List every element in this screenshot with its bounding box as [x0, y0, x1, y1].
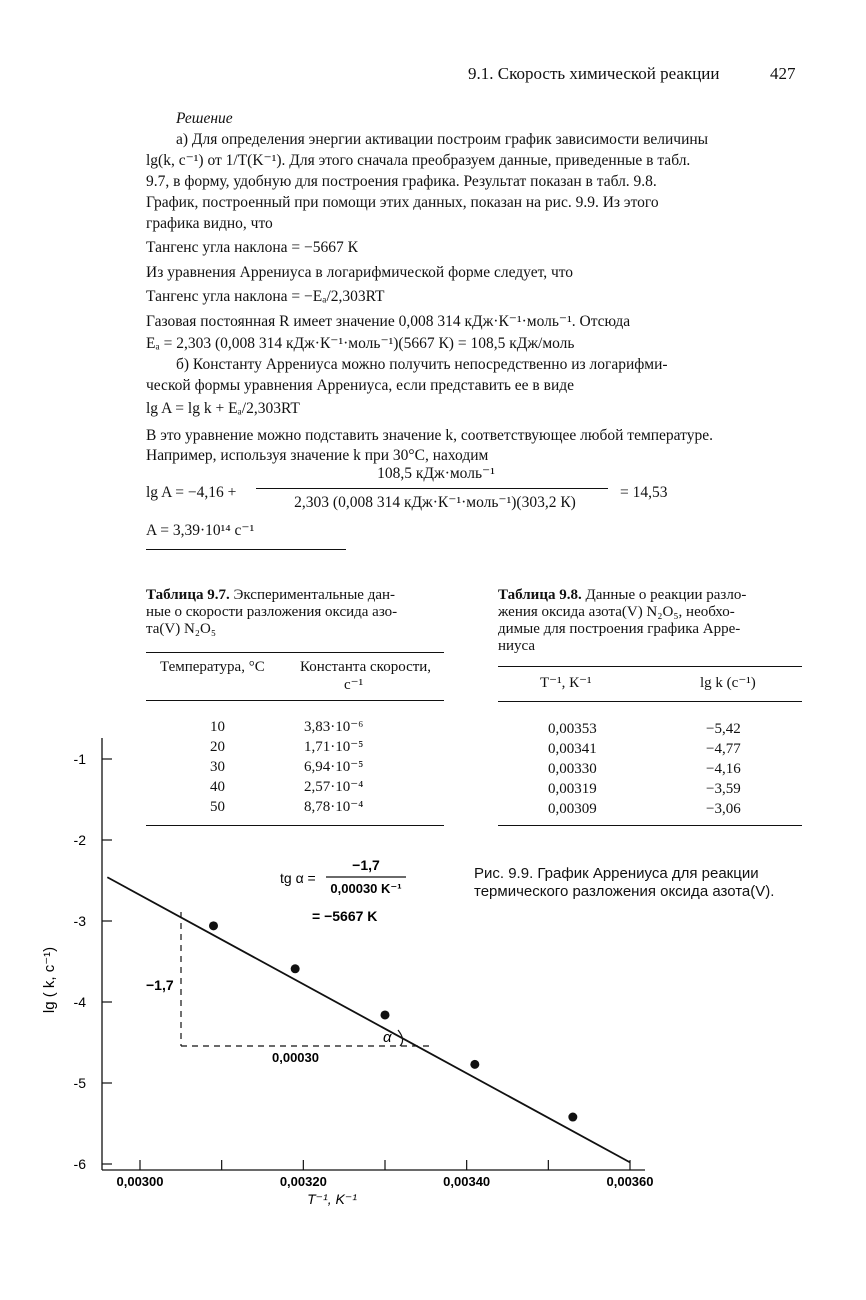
arrhenius-text: Из уравнения Аррениуса в логарифмической форме следует, что [146, 264, 574, 281]
gas-constant-text: Газовая постоянная R имеет значение 0,008 314 кДж·К⁻¹·моль⁻¹. Отсюда [146, 313, 631, 330]
y-tick-label: -1 [73, 751, 86, 767]
table97-cell: 10 [210, 719, 225, 735]
slope-numerator: −1,7 [352, 857, 380, 873]
table98-header-t: T⁻¹, К⁻¹ [540, 675, 592, 691]
para-b-line: ческой формы уравнения Аррениуса, если представить ее в виде [146, 377, 575, 394]
table98-cell: −3,59 [706, 781, 741, 797]
para-c-line: Например, используя значение k при 30°C, находим [146, 447, 489, 464]
para-a-line: 9.7, в форму, удобную для построения графика. Результат показан в табл. 9.8. [146, 173, 657, 190]
slope-denominator: 0,00030 K⁻¹ [330, 881, 402, 896]
alpha-label: α [383, 1029, 392, 1046]
para-a-line: График, построенный при помощи этих данных, показан на рис. 9.9. Из этого [146, 194, 659, 211]
equation-lga: lg A = lg k + Eₐ/2,303RT [146, 400, 300, 417]
table97-caption-line: ные о скорости разложения оксида азо- [146, 604, 398, 620]
table98-label: Таблица 9.8. [498, 587, 582, 603]
table97-cell: 50 [210, 799, 225, 815]
table98-caption-line: жения оксида азота(V) N₂O₅, необхо- [498, 604, 735, 620]
delta-y-label: −1,7 [146, 977, 174, 993]
table98-caption-line: димые для построения графика Арре- [498, 621, 741, 637]
table98-cell: −3,06 [706, 801, 741, 817]
data-point [568, 1113, 577, 1122]
table97-caption-line: Экспериментальные дан- [233, 587, 396, 603]
delta-x-label: 0,00030 [272, 1050, 319, 1065]
table97-cell: 2,57·10⁻⁴ [304, 779, 364, 795]
table98-cell: 0,00330 [548, 761, 597, 777]
x-tick-label: 0,00300 [116, 1174, 164, 1189]
table97-label: Таблица 9.7. [146, 587, 230, 603]
data-point [209, 921, 218, 930]
y-tick-label: -2 [73, 832, 86, 848]
table98-cell: 0,00353 [548, 721, 597, 737]
table97-cell: 8,78·10⁻⁴ [304, 799, 364, 815]
table98-cell: 0,00319 [548, 781, 597, 797]
equation-slope: Тангенс угла наклона = −5667 К [146, 239, 358, 256]
table97-cell: 3,83·10⁻⁶ [304, 719, 364, 735]
figure-caption-line: Рис. 9.9. График Аррениуса для реакции [474, 865, 759, 882]
para-c-line: В это уравнение можно подставить значение k, соответствующее любой температуре. [146, 427, 713, 444]
equation-slope-ea: Тангенс угла наклона = −Eₐ/2,303RT [146, 288, 385, 305]
table97-caption-line: та(V) N₂O₅ [146, 621, 217, 637]
table97-cell: 30 [210, 759, 225, 775]
table98-cell: 0,00309 [548, 801, 597, 817]
table97-cell: 20 [210, 739, 225, 755]
para-b-line: б) Константу Аррениуса можно получить непосредственно из логарифми- [176, 356, 668, 373]
x-tick-label: 0,00360 [606, 1174, 654, 1189]
equation-a: A = 3,39·10¹⁴ с⁻¹ [146, 522, 255, 539]
table97-header-unit: с⁻¹ [344, 677, 364, 693]
eq-frac-denominator: 2,303 (0,008 314 кДж·К⁻¹·моль⁻¹)(303,2 К) [294, 494, 576, 511]
para-a-line: а) Для определения энергии активации построим график зависимости величины [176, 131, 709, 148]
slope-lhs: tg α = [280, 870, 316, 886]
slope-result: = −5667 K [312, 908, 378, 924]
y-tick-label: -3 [73, 913, 86, 929]
y-axis-label: lg ( k, c⁻¹) [41, 946, 58, 1014]
eq-frac-rhs: = 14,53 [620, 484, 668, 501]
table98-cell: −4,16 [706, 761, 741, 777]
table98-caption-line: ниуса [498, 638, 536, 654]
table98-cell: −4,77 [706, 741, 741, 757]
data-point [291, 964, 300, 973]
x-tick-label: 0,00320 [279, 1174, 327, 1189]
para-a-line: lg(k, с⁻¹) от 1/T(K⁻¹). Для этого сначала преобразуем данные, приведенные в табл. [146, 152, 691, 169]
table97-cell: 6,94·10⁻⁵ [304, 759, 364, 775]
x-tick-label: 0,00340 [443, 1174, 491, 1189]
table97-cell: 40 [210, 779, 225, 795]
table97-cell: 1,71·10⁻⁵ [304, 739, 364, 755]
y-tick-label: -4 [73, 994, 86, 1010]
eq-frac-numerator: 108,5 кДж·моль⁻¹ [377, 465, 495, 482]
para-a-line: графика видно, что [146, 215, 273, 232]
table98-cell: −5,42 [706, 721, 741, 737]
x-axis-label: T⁻¹, K⁻¹ [307, 1191, 357, 1207]
table98-caption-line: Данные о реакции разло- [585, 587, 747, 603]
table98-header-lgk: lg k (с⁻¹) [700, 675, 756, 691]
solution-title: Решение [176, 110, 233, 127]
table98-cell: 0,00341 [548, 741, 597, 757]
page-number: 427 [770, 64, 796, 83]
y-tick-label: -5 [73, 1075, 86, 1091]
data-point [381, 1010, 390, 1019]
table97-header-const: Константа скорости, [300, 659, 432, 675]
data-point [470, 1060, 479, 1069]
equation-ea: Eₐ = 2,303 (0,008 314 кДж·К⁻¹·моль⁻¹)(5667 К) = 108,5 кДж/моль [146, 335, 575, 352]
table97-header-temp: Температура, °С [160, 659, 265, 675]
y-tick-label: -6 [73, 1156, 86, 1172]
running-header: 9.1. Скорость химической реакции [468, 64, 720, 83]
figure-caption-line: термического разложения оксида азота(V). [474, 883, 775, 900]
eq-frac-lhs: lg A = −4,16 + [146, 484, 237, 501]
